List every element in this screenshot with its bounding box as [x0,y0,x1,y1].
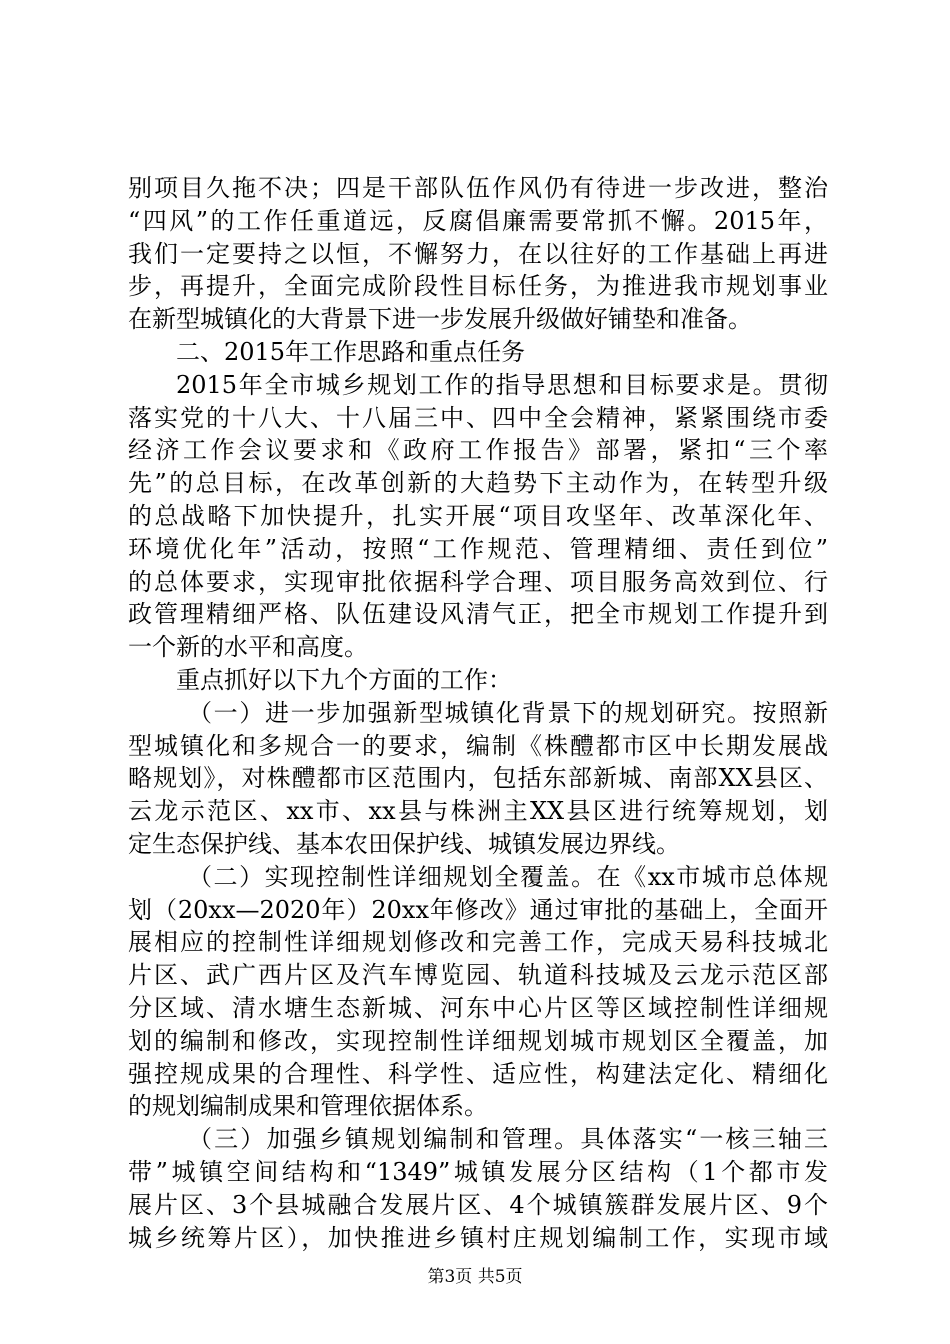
text-line: 重点抓好以下九个方面的工作： [176,665,512,694]
text-line: （一）进一步加强新型城镇化背景下的规划研究。按照新 [188,698,828,727]
text-line: 的总体要求，实现审批依据科学合理、项目服务高效到位、行 [128,567,828,596]
text-line: 别项目久拖不决；四是干部队伍作风仍有待进一步改进，整治 [128,174,828,202]
text-line: 步，再提升，全面完成阶段性目标任务，为推进我市规划事业 [128,272,828,301]
text-line: 环境优化年”活动，按照“工作规范、管理精细、责任到位” [128,534,828,563]
text-line: 型城镇化和多规合一的要求，编制《株醴都市区中长期发展战 [128,731,828,760]
text-line: 一个新的水平和高度。 [128,633,368,662]
text-line: 划（20xx—2020年）20xx年修改》通过审批的基础上，全面开 [128,895,828,924]
text-line: 经济工作会议要求和《政府工作报告》部署，紧扣“三个率 [128,436,828,465]
text-line: 在新型城镇化的大背景下进一步发展升级做好铺垫和准备。 [128,305,752,334]
text-line: “四风”的工作任重道远，反腐倡廉需要常抓不懈。2015年， [128,206,828,235]
text-line: 分区域、清水塘生态新城、河东中心片区等区域控制性详细规 [128,993,828,1022]
text-line: 定生态保护线、基本农田保护线、城镇发展边界线。 [128,829,680,858]
text-line: 略规划》，对株醴都市区范围内，包括东部新城、南部XX县区、 [128,764,828,793]
text-line: 云龙示范区、xx市、xx县与株洲主XX县区进行统筹规划，划 [128,797,828,826]
text-line: 二、2015年工作思路和重点任务 [176,337,526,366]
body-text [128,172,828,1254]
text-line: 城乡统筹片区），加快推进乡镇村庄规划编制工作，实现市域 [128,1223,828,1252]
text-line: 政管理精细严格、队伍建设风清气正，把全市规划工作提升到 [128,600,828,629]
text-line: 强控规成果的合理性、科学性、适应性，构建法定化、精细化 [128,1059,828,1088]
text-line: 我们一定要持之以恒，不懈努力，在以往好的工作基础上再进 [128,239,828,268]
page-footer: 第3页 共5页 [427,1267,523,1287]
text-line: 展片区、3个县城融合发展片区、4个城镇簇群发展片区、9个 [128,1190,828,1219]
text-line: （三）加强乡镇规划编制和管理。具体落实“一核三轴三 [188,1125,828,1154]
text-line: （二）实现控制性详细规划全覆盖。在《xx市城市总体规 [188,862,828,891]
text-line: 带”城镇空间结构和“1349”城镇发展分区结构（1个都市发 [128,1157,828,1186]
text-line: 先”的总目标，在改革创新的大趋势下主动作为，在转型升级 [128,469,828,498]
text-line: 2015年全市城乡规划工作的指导思想和目标要求是。贯彻 [176,370,828,399]
text-line: 片区、武广西片区及汽车博览园、轨道科技城及云龙示范区部 [128,961,828,990]
text-line: 的总战略下加快提升，扎实开展“项目攻坚年、改革深化年、 [128,501,828,530]
text-line: 的规划编制成果和管理依据体系。 [128,1092,488,1121]
text-line: 展相应的控制性详细规划修改和完善工作，完成天易科技城北 [128,928,828,957]
text-line: 落实党的十八大、十八届三中、四中全会精神，紧紧围绕市委 [128,403,828,432]
text-line: 划的编制和修改，实现控制性详细规划城市规划区全覆盖，加 [128,1026,828,1055]
